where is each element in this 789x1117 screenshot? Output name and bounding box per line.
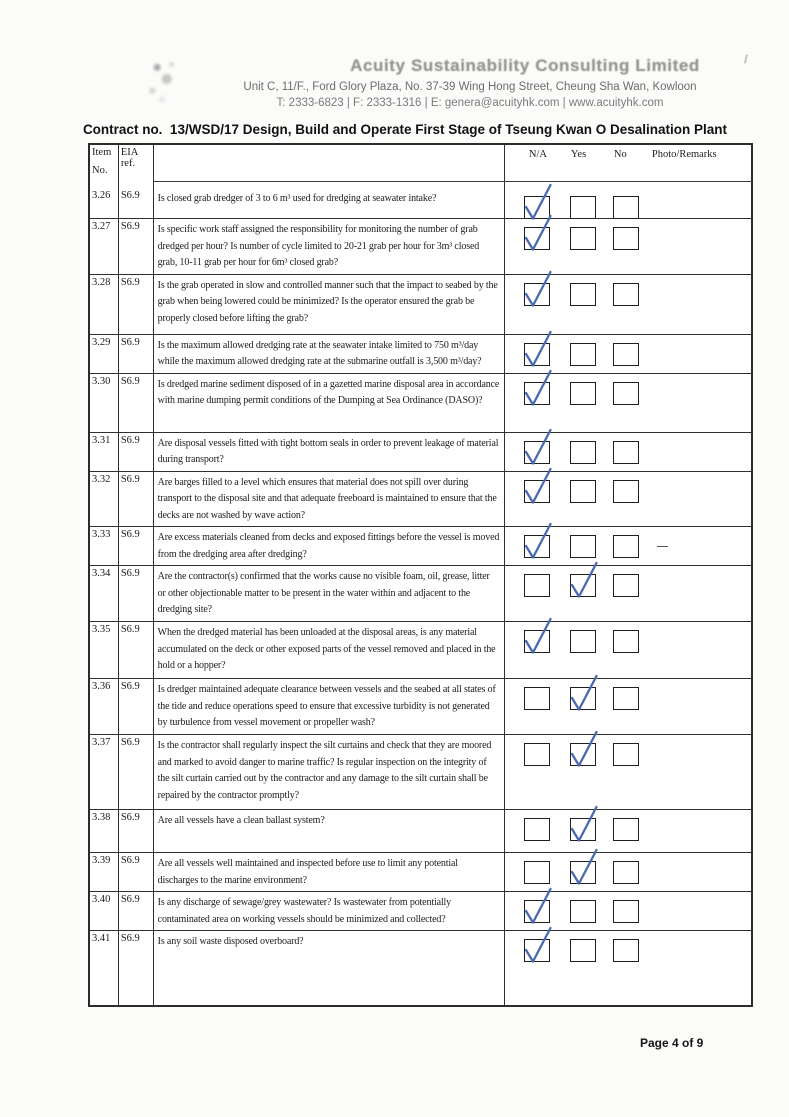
checkbox-no[interactable] [613,283,639,306]
handwritten-tick-icon [519,427,556,468]
checkbox-yes[interactable] [570,818,596,841]
item-no: 3.38 [90,810,119,852]
checkbox-no[interactable] [613,900,639,923]
eia-ref: S6.9 [119,810,154,852]
eia-ref: S6.9 [119,853,154,891]
checkbox-yes[interactable] [570,441,596,464]
checkbox-group [505,679,751,734]
checklist-table [88,143,753,1007]
checkbox-na[interactable] [524,441,550,464]
checkbox-yes[interactable] [570,900,596,923]
table-row [90,188,751,218]
eia-ref: S6.9 [119,566,154,621]
checkbox-no[interactable] [613,939,639,962]
table-row [90,734,751,809]
handwritten-tick-icon [519,329,556,370]
table-body [90,188,751,1005]
table-row [90,471,751,527]
checkbox-group [505,892,751,930]
handwritten-tick-icon [565,847,602,888]
handwritten-tick-icon [519,269,556,310]
handwritten-tick-icon [565,804,602,845]
checkbox-yes[interactable] [570,574,596,597]
checkbox-group [505,219,751,274]
checkbox-no[interactable] [613,687,639,710]
checkbox-group [505,335,751,373]
checkbox-na[interactable] [524,743,550,766]
checkbox-no[interactable] [613,196,639,219]
checkbox-yes[interactable] [570,283,596,306]
item-no: 3.34 [90,566,119,621]
question-text: Are all vessels have a clean ballast system? [154,810,505,852]
eia-ref: S6.9 [119,374,154,432]
handwritten-tick-icon [519,925,556,966]
item-no: 3.27 [90,219,119,274]
checkbox-yes[interactable] [570,861,596,884]
table-row [90,274,751,334]
handwritten-tick-icon [519,886,556,927]
column-header-question [154,145,505,188]
checkbox-no[interactable] [613,227,639,250]
item-no: 3.26 [90,188,119,218]
company-address: Unit C, 11/F., Ford Glory Plaza, No. 37-39 Wing Hong Street, Cheung Sha Wan, Kowloon [243,81,697,93]
table-row [90,852,751,891]
checkbox-na[interactable] [524,900,550,923]
checkbox-no[interactable] [613,343,639,366]
checkbox-na[interactable] [524,939,550,962]
checkbox-group [505,275,751,334]
table-row [90,891,751,930]
question-text: Are disposal vessels fitted with tight bottom seals in order to prevent leakage of material during transport? [154,433,505,471]
eia-ref: S6.9 [119,472,154,527]
table-row [90,809,751,852]
table-row [90,432,751,471]
eia-ref: S6.9 [119,335,154,373]
checkbox-na[interactable] [524,535,550,558]
checkbox-na[interactable] [524,687,550,710]
column-header-checks [505,145,751,188]
checkbox-yes[interactable] [570,939,596,962]
column-header-yes: Yes [570,149,587,160]
checkbox-no[interactable] [613,630,639,653]
handwritten-tick-icon [519,466,556,507]
question-text: Is dredger maintained adequate clearance between vessels and the seabed at all states of the tide and reduce operations speed to ensure that excessive turbidity is not generated by turbulence from vessel movement or propeller wash? [154,679,505,734]
checkbox-group [505,853,751,891]
checkbox-no[interactable] [613,818,639,841]
eia-ref: S6.9 [119,527,154,565]
checkbox-yes[interactable] [570,535,596,558]
question-text: When the dredged material has been unloaded at the disposal areas, is any material accumulated on the deck or other exposed parts of the vessel removed and placed in the hold or a hopper? [154,622,505,678]
question-text: Is any soil waste disposed overboard? [154,931,505,1005]
checkbox-no[interactable] [613,480,639,503]
column-header-item-line1: Item [92,147,112,158]
item-no: 3.35 [90,622,119,678]
checkbox-yes[interactable] [570,382,596,405]
checkbox-yes[interactable] [570,343,596,366]
item-no: 3.40 [90,892,119,930]
checkbox-na[interactable] [524,574,550,597]
checkbox-group [505,374,751,432]
question-text: Is closed grab dredger of 3 to 6 m³ used for dredging at seawater intake? [154,188,505,218]
item-no: 3.31 [90,433,119,471]
question-text: Is the contractor shall regularly inspect the silt curtains and check that they are moored and marked to avoid danger to marine traffic? Is regular inspection on the integrity of the silt curtain carried out by the contractor and any damage to the silt curtain shall be repaired by the contractor promptly? [154,735,505,809]
column-header-item-no [90,145,119,188]
table-header-row [90,145,751,188]
item-no: 3.28 [90,275,119,334]
scan-artifact-mark [740,53,748,63]
checkbox-na[interactable] [524,283,550,306]
question-text: Is specific work staff assigned the responsibility for monitoring the number of grab dredged per hour? Is number of cycle limited to 20-21 grab per hour for 3m³ closed grab, 10-11 grab per hour for 6m³ closed grab? [154,219,505,274]
company-name: Acuity Sustainability Consulting Limited [350,56,700,75]
checkbox-no[interactable] [613,535,639,558]
checkbox-no[interactable] [613,382,639,405]
handwritten-tick-icon [519,368,556,409]
item-no: 3.30 [90,374,119,432]
handwritten-tick-icon [565,560,602,601]
item-no: 3.29 [90,335,119,373]
column-header-photo-remarks: Photo/Remarks [651,149,717,160]
checkbox-group [505,810,751,852]
checkbox-yes[interactable] [570,196,596,219]
table-row [90,218,751,274]
question-text: Are all vessels well maintained and inspected before use to limit any potential discharges to the marine environment? [154,853,505,891]
table-row [90,930,751,1005]
checkbox-group [505,931,751,1005]
checkbox-na[interactable] [524,196,550,219]
table-row [90,565,751,621]
eia-ref: S6.9 [119,679,154,734]
checkbox-yes[interactable] [570,630,596,653]
eia-ref: S6.9 [119,931,154,1005]
checkbox-group [505,472,751,527]
handwritten-tick-icon [519,213,556,254]
checkbox-na[interactable] [524,343,550,366]
checkbox-group [505,527,751,565]
item-no: 3.39 [90,853,119,891]
handwritten-tick-icon [519,182,556,223]
handwritten-tick-icon [565,673,602,714]
checkbox-na[interactable] [524,630,550,653]
question-text: Is the maximum allowed dredging rate at the seawater intake limited to 750 m³/day while the maximum allowed dredging rate at the submarine outfall is 3,500 m³/day? [154,335,505,373]
eia-ref: S6.9 [119,188,154,218]
company-contact: T: 2333-6823 | F: 2333-1316 | E: genera@acuityhk.com | www.acuityhk.com [276,97,664,109]
handwritten-tick-icon [519,521,556,562]
eia-ref: S6.9 [119,622,154,678]
eia-ref: S6.9 [119,275,154,334]
column-header-no: No [613,149,627,160]
eia-ref: S6.9 [119,892,154,930]
checkbox-no[interactable] [613,743,639,766]
checkbox-yes[interactable] [570,480,596,503]
handwritten-tick-icon [565,729,602,770]
page-number: Page 4 of 9 [640,1036,704,1050]
table-row [90,334,751,373]
question-text: Are the contractor(s) confirmed that the works cause no visible foam, oil, grease, litter or other objectionable matter to be present in the water within and adjacent to the dredging site? [154,566,505,621]
checkbox-yes[interactable] [570,227,596,250]
table-row [90,373,751,432]
item-no: 3.33 [90,527,119,565]
checkbox-group [505,622,751,678]
checkbox-na[interactable] [524,382,550,405]
checkbox-na[interactable] [524,861,550,884]
question-text: Is the grab operated in slow and controlled manner such that the impact to seabed by the grab when being lowered could be minimized? Is the operator ensured the grab be properly closed before lifting the grab? [154,275,505,334]
column-header-eia-ref: EIA ref. [119,145,154,188]
item-no: 3.37 [90,735,119,809]
table-row [90,526,751,565]
column-header-item-line2: No. [92,165,108,176]
question-text: Is any discharge of sewage/grey wastewater? Is wastewater from potentially contaminated area on working vessels should be minimized and collected? [154,892,505,930]
checkbox-yes[interactable] [570,743,596,766]
checkbox-group [505,188,751,218]
checkbox-yes[interactable] [570,687,596,710]
item-no: 3.41 [90,931,119,1005]
column-header-na: N/A [528,149,547,160]
checkbox-na[interactable] [524,480,550,503]
handwritten-tick-icon [519,616,556,657]
checkbox-no[interactable] [613,574,639,597]
checkbox-group [505,735,751,809]
item-no: 3.32 [90,472,119,527]
eia-ref: S6.9 [119,219,154,274]
question-text: Are barges filled to a level which ensures that material does not spill over during transport to the disposal site and that adequate freeboard is maintained to ensure that the decks are not washed by wave action? [154,472,505,527]
eia-ref: S6.9 [119,433,154,471]
table-row [90,621,751,678]
question-text: Are excess materials cleaned from decks and exposed fittings before the vessel is moved from the dredging area after dredging? [154,527,505,565]
question-text: Is dredged marine sediment disposed of in a gazetted marine disposal area in accordance with marine dumping permit conditions of the Dumping at Sea Ordinance (DASO)? [154,374,505,432]
checkbox-na[interactable] [524,818,550,841]
item-no: 3.36 [90,679,119,734]
eia-ref: S6.9 [119,735,154,809]
checkbox-no[interactable] [613,441,639,464]
pen-dash-mark [657,546,668,547]
contract-title: Contract no. 13/WSD/17 Design, Build and Operate First Stage of Tseung Kwan O Desalination Plant [82,122,728,137]
table-row [90,678,751,734]
checkbox-na[interactable] [524,227,550,250]
checkbox-group [505,566,751,621]
checkbox-no[interactable] [613,861,639,884]
checkbox-group [505,433,751,471]
